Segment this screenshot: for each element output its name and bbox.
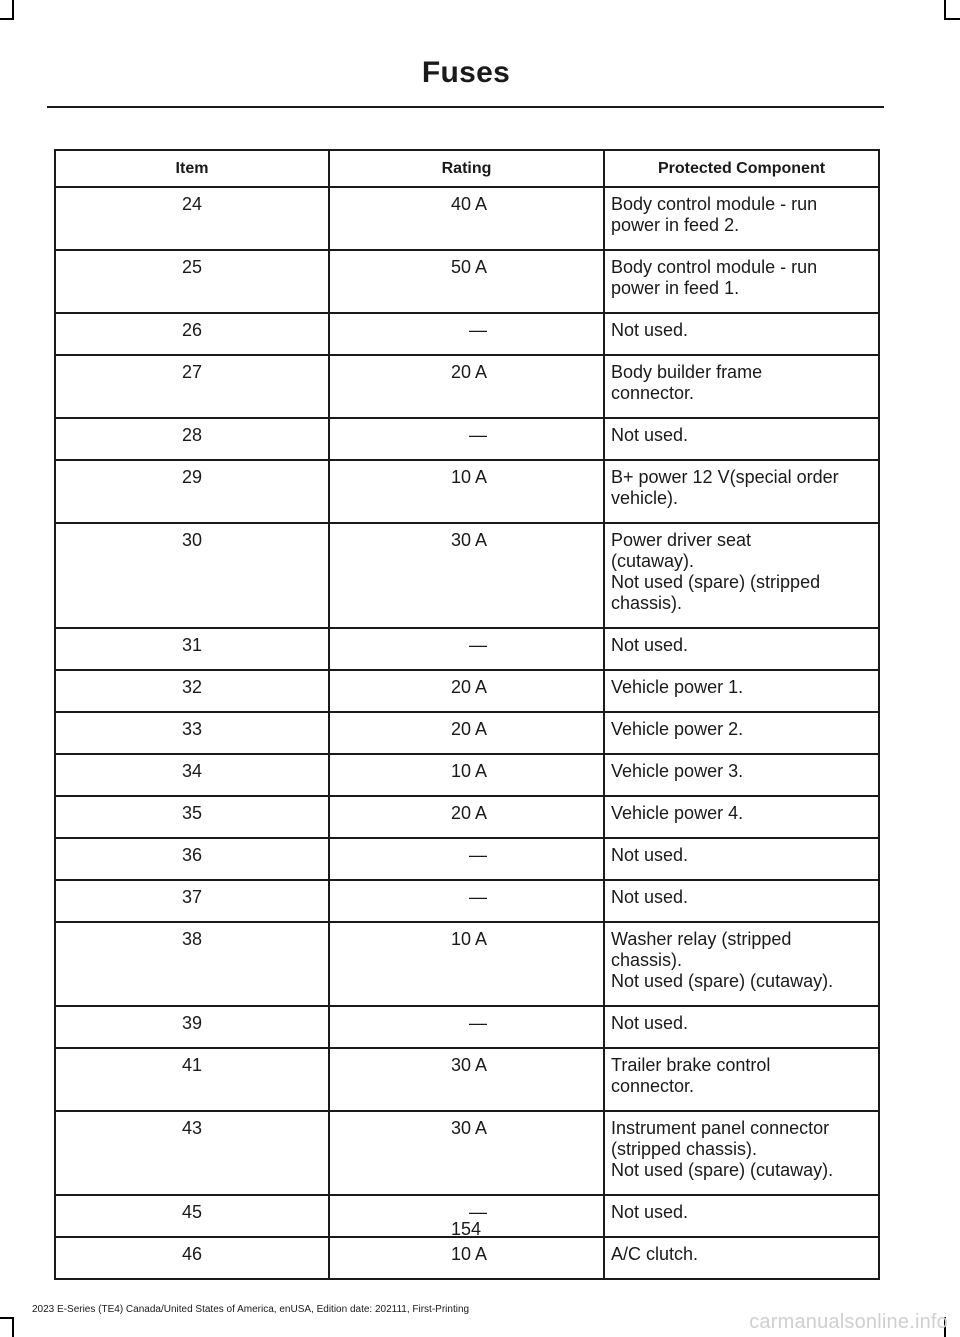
component-text-line: Body builder frame [611, 362, 763, 382]
cell-rating: 10 A [329, 754, 604, 796]
title-divider [47, 106, 884, 108]
component-text-line: Not used. [611, 635, 689, 655]
cell-rating: — [329, 838, 604, 880]
cell-item: 26 [55, 313, 329, 355]
component-text-line: Body control module - run [611, 257, 818, 277]
table-row [55, 187, 879, 250]
crop-mark [944, 0, 946, 20]
cell-protected-component [604, 1048, 879, 1111]
watermark: carmanualsonline.info [749, 1311, 948, 1333]
component-text-line: Power driver seat [611, 530, 752, 550]
crop-mark [12, 1317, 14, 1337]
cell-protected-component [604, 712, 879, 754]
component-text-line: Not used. [611, 1202, 689, 1222]
cell-item: 43 [55, 1111, 329, 1195]
table-row [55, 313, 879, 355]
component-text-line: Instrument panel connector [611, 1118, 830, 1138]
cell-item: 45 [55, 1195, 329, 1237]
component-text-line: Not used (spare) (cutaway). [611, 1160, 834, 1180]
cell-rating: 30 A [329, 1048, 604, 1111]
component-text-line: Body control module - run [611, 194, 818, 214]
cell-item: 35 [55, 796, 329, 838]
cell-item: 33 [55, 712, 329, 754]
cell-item: 31 [55, 628, 329, 670]
component-text-line: Washer relay (stripped [611, 929, 792, 949]
column-header-item: Item [55, 150, 329, 187]
component-text-line: Vehicle power 1. [611, 677, 744, 697]
cell-rating: 20 A [329, 355, 604, 418]
cell-rating: 20 A [329, 796, 604, 838]
table-body [55, 187, 879, 1279]
fuse-table [54, 149, 880, 1280]
table-row [55, 712, 879, 754]
cell-rating: 10 A [329, 922, 604, 1006]
cell-protected-component [604, 754, 879, 796]
footer-edition-text: 2023 E-Series (TE4) Canada/United States of America, enUSA, Edition date: 202111, First-Printing [32, 1304, 470, 1315]
cell-protected-component [604, 187, 879, 250]
table-header-row [55, 150, 879, 187]
cell-item: 41 [55, 1048, 329, 1111]
cell-item: 28 [55, 418, 329, 460]
table-row [55, 754, 879, 796]
cell-rating: 50 A [329, 250, 604, 313]
component-text-line: power in feed 1. [611, 278, 740, 298]
cell-rating: 20 A [329, 670, 604, 712]
table-row [55, 922, 879, 1006]
table-row [55, 628, 879, 670]
cell-protected-component [604, 1111, 879, 1195]
table-row [55, 460, 879, 523]
cell-item: 34 [55, 754, 329, 796]
component-text-line: power in feed 2. [611, 215, 740, 235]
table-row [55, 880, 879, 922]
cell-rating: 10 A [329, 460, 604, 523]
page-number: 154 [450, 1219, 482, 1239]
table-row [55, 250, 879, 313]
cell-protected-component [604, 460, 879, 523]
cell-protected-component [604, 1006, 879, 1048]
component-text-line: chassis). [611, 950, 683, 970]
cell-rating: 20 A [329, 712, 604, 754]
column-header-rating: Rating [329, 150, 604, 187]
cell-protected-component [604, 313, 879, 355]
table-row [55, 523, 879, 628]
cell-protected-component [604, 250, 879, 313]
table-row [55, 796, 879, 838]
component-text-line: Trailer brake control [611, 1055, 771, 1075]
component-text-line: (cutaway). [611, 551, 695, 571]
component-text-line: connector. [611, 383, 695, 403]
table-row [55, 1048, 879, 1111]
table-row [55, 355, 879, 418]
cell-item: 36 [55, 838, 329, 880]
cell-protected-component [604, 1237, 879, 1279]
crop-mark [12, 0, 14, 20]
component-text-line: Not used. [611, 845, 689, 865]
cell-rating: — [329, 1195, 604, 1237]
table-row [55, 1006, 879, 1048]
component-text-line: Not used. [611, 887, 689, 907]
component-text-line: (stripped chassis). [611, 1139, 758, 1159]
cell-protected-component [604, 922, 879, 1006]
cell-item: 30 [55, 523, 329, 628]
cell-protected-component [604, 418, 879, 460]
cell-protected-component [604, 628, 879, 670]
component-text-line: Vehicle power 2. [611, 719, 744, 739]
cell-rating: 30 A [329, 523, 604, 628]
cell-protected-component [604, 355, 879, 418]
table-row [55, 1111, 879, 1195]
cell-rating: — [329, 880, 604, 922]
cell-protected-component [604, 670, 879, 712]
component-text-line: vehicle). [611, 488, 679, 508]
cell-rating: 30 A [329, 1111, 604, 1195]
cell-protected-component [604, 838, 879, 880]
cell-item: 32 [55, 670, 329, 712]
cell-item: 25 [55, 250, 329, 313]
table-row [55, 670, 879, 712]
cell-rating: — [329, 313, 604, 355]
component-text-line: A/C clutch. [611, 1244, 699, 1264]
table-row [55, 838, 879, 880]
component-text-line: Not used (spare) (cutaway). [611, 971, 834, 991]
cell-item: 39 [55, 1006, 329, 1048]
cell-rating: 10 A [329, 1237, 604, 1279]
page-title: Fuses [421, 56, 511, 89]
cell-rating: — [329, 1006, 604, 1048]
cell-item: 27 [55, 355, 329, 418]
column-header-component: Protected Component [604, 150, 879, 187]
component-text-line: Vehicle power 4. [611, 803, 744, 823]
cell-item: 38 [55, 922, 329, 1006]
component-text-line: Not used. [611, 1013, 689, 1033]
crop-mark [0, 1317, 14, 1319]
table-row [55, 418, 879, 460]
table-row [55, 1237, 879, 1279]
component-text-line: B+ power 12 V(special order [611, 467, 839, 487]
component-text-line: chassis). [611, 593, 683, 613]
cell-item: 29 [55, 460, 329, 523]
cell-item: 46 [55, 1237, 329, 1279]
component-text-line: Not used. [611, 425, 689, 445]
cell-protected-component [604, 523, 879, 628]
cell-item: 24 [55, 187, 329, 250]
component-text-line: Not used. [611, 320, 689, 340]
cell-protected-component [604, 796, 879, 838]
cell-protected-component [604, 880, 879, 922]
component-text-line: Not used (spare) (stripped [611, 572, 821, 592]
component-text-line: connector. [611, 1076, 695, 1096]
component-text-line: Vehicle power 3. [611, 761, 744, 781]
crop-mark [944, 18, 960, 20]
cell-rating: 40 A [329, 187, 604, 250]
cell-item: 37 [55, 880, 329, 922]
cell-rating: — [329, 628, 604, 670]
cell-rating: — [329, 418, 604, 460]
crop-mark [0, 18, 14, 20]
